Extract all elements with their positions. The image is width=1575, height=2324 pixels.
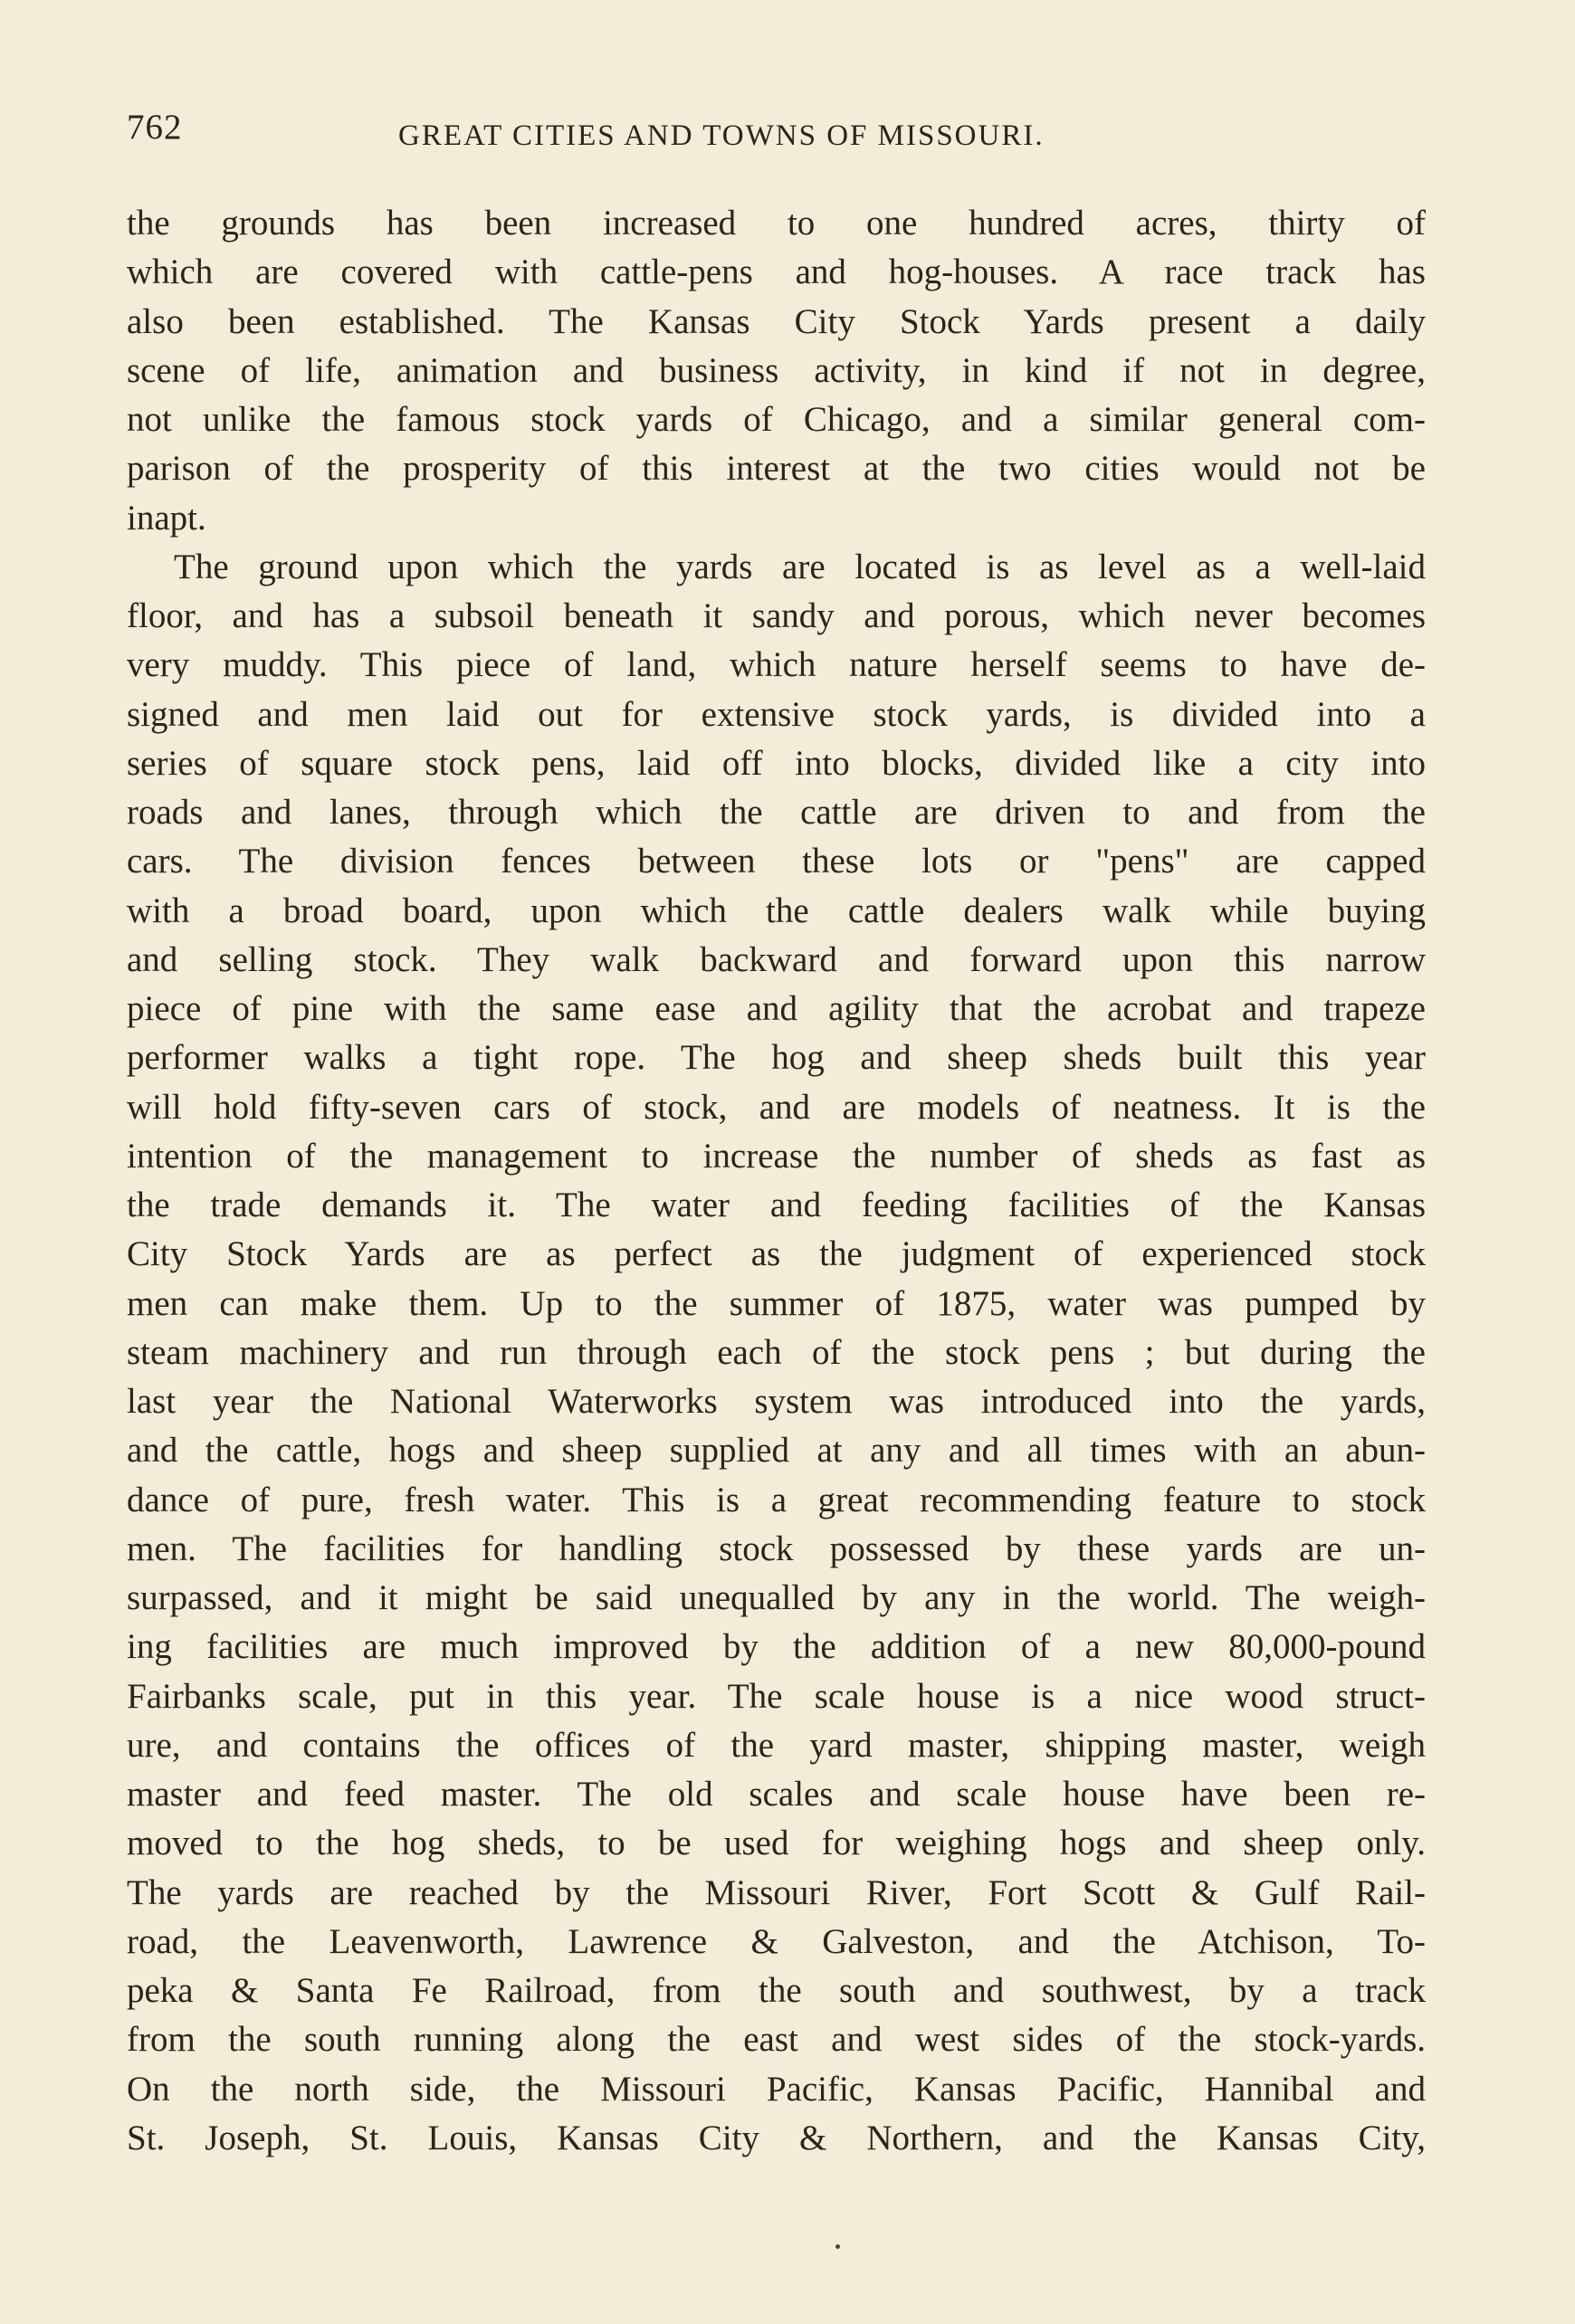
text-line: intention of the management to increase the number of sheds as fast as bbox=[127, 1136, 1426, 1176]
text-line: men. The facilities for handling stock possessed by these yards are un- bbox=[127, 1529, 1426, 1568]
text-line: scene of life, animation and business activity, in kind if not in degree, bbox=[127, 350, 1426, 390]
text-line: with a broad board, upon which the cattle dealers walk while buying bbox=[127, 891, 1426, 930]
text-line: men can make them. Up to the summer of 1875, water was pumped by bbox=[127, 1283, 1426, 1323]
paragraph-start-line: The ground upon which the yards are located is as level as a well-laid bbox=[174, 547, 1426, 586]
text-line: and selling stock. They walk backward and forward upon this narrow bbox=[127, 939, 1426, 979]
text-line: roads and lanes, through which the cattle are driven to and from the bbox=[127, 793, 1426, 832]
text-line: from the south running along the east and west sides of the stock-yards. bbox=[127, 2020, 1426, 2060]
text-line: piece of pine with the same ease and agility that the acrobat and trapeze bbox=[127, 989, 1426, 1028]
ink-speck bbox=[835, 2244, 840, 2249]
text-line: last year the National Waterworks system was introduced into the yards, bbox=[127, 1382, 1426, 1421]
text-line: also been established. The Kansas City Stock Yards present a daily bbox=[127, 301, 1426, 341]
page-number: 762 bbox=[127, 108, 183, 147]
text-line: ure, and contains the offices of the yard master, shipping master, weigh bbox=[127, 1725, 1426, 1765]
text-line: floor, and has a subsoil beneath it sandy and porous, which never becomes bbox=[127, 596, 1426, 635]
text-line: cars. The division fences between these lots or "pens" are capped bbox=[127, 842, 1426, 881]
text-line: steam machinery and run through each of the stock pens ; but during the bbox=[127, 1332, 1426, 1372]
text-line: parison of the prosperity of this interest at the two cities would not be bbox=[127, 449, 1426, 489]
text-line: performer walks a tight rope. The hog and sheep sheds built this year bbox=[127, 1038, 1426, 1078]
text-line: ing facilities are much improved by the addition of a new 80,000-pound bbox=[127, 1627, 1426, 1667]
text-line: Fairbanks scale, put in this year. The scale house is a nice wood struct- bbox=[127, 1676, 1426, 1716]
text-line: On the north side, the Missouri Pacific, Kansas Pacific, Hannibal and bbox=[127, 2069, 1426, 2109]
text-line: inapt. bbox=[127, 498, 206, 538]
text-line: the grounds has been increased to one hundred acres, thirty of bbox=[127, 204, 1426, 243]
text-line: surpassed, and it might be said unequalled by any in the world. The weigh- bbox=[127, 1578, 1426, 1617]
text-line: master and feed master. The old scales and scale house have been re- bbox=[127, 1775, 1426, 1814]
text-line: very muddy. This piece of land, which nature herself seems to have de- bbox=[127, 645, 1426, 685]
text-line: signed and men laid out for extensive stock yards, is divided into a bbox=[127, 694, 1426, 734]
text-line: peka & Santa Fe Railroad, from the south and southwest, by a track bbox=[127, 1971, 1426, 2010]
running-title: GREAT CITIES AND TOWNS OF MISSOURI. bbox=[398, 119, 1045, 152]
text-line: will hold fifty-seven cars of stock, and are models of neatness. It is the bbox=[127, 1087, 1426, 1127]
text-line: dance of pure, fresh water. This is a great recommending feature to stock bbox=[127, 1480, 1426, 1519]
text-line: which are covered with cattle-pens and hog-houses. A race track has bbox=[127, 252, 1426, 292]
text-line: and the cattle, hogs and sheep supplied at any and all times with an abun- bbox=[127, 1431, 1426, 1471]
text-line: St. Joseph, St. Louis, Kansas City & Northern, and the Kansas City, bbox=[127, 2118, 1426, 2157]
text-line: road, the Leavenworth, Lawrence & Galveston, and the Atchison, To- bbox=[127, 1921, 1426, 1961]
text-line: series of square stock pens, laid off into blocks, divided like a city into bbox=[127, 743, 1426, 783]
text-line: The yards are reached by the Missouri River, Fort Scott & Gulf Rail- bbox=[127, 1872, 1426, 1912]
text-line: City Stock Yards are as perfect as the judgment of experienced stock bbox=[127, 1234, 1426, 1274]
body-text bbox=[127, 199, 1426, 2163]
text-line: the trade demands it. The water and feeding facilities of the Kansas bbox=[127, 1186, 1426, 1224]
text-line: not unlike the famous stock yards of Chicago, and a similar general com- bbox=[127, 400, 1426, 439]
text-line: moved to the hog sheds, to be used for weighing hogs and sheep only. bbox=[127, 1824, 1426, 1863]
